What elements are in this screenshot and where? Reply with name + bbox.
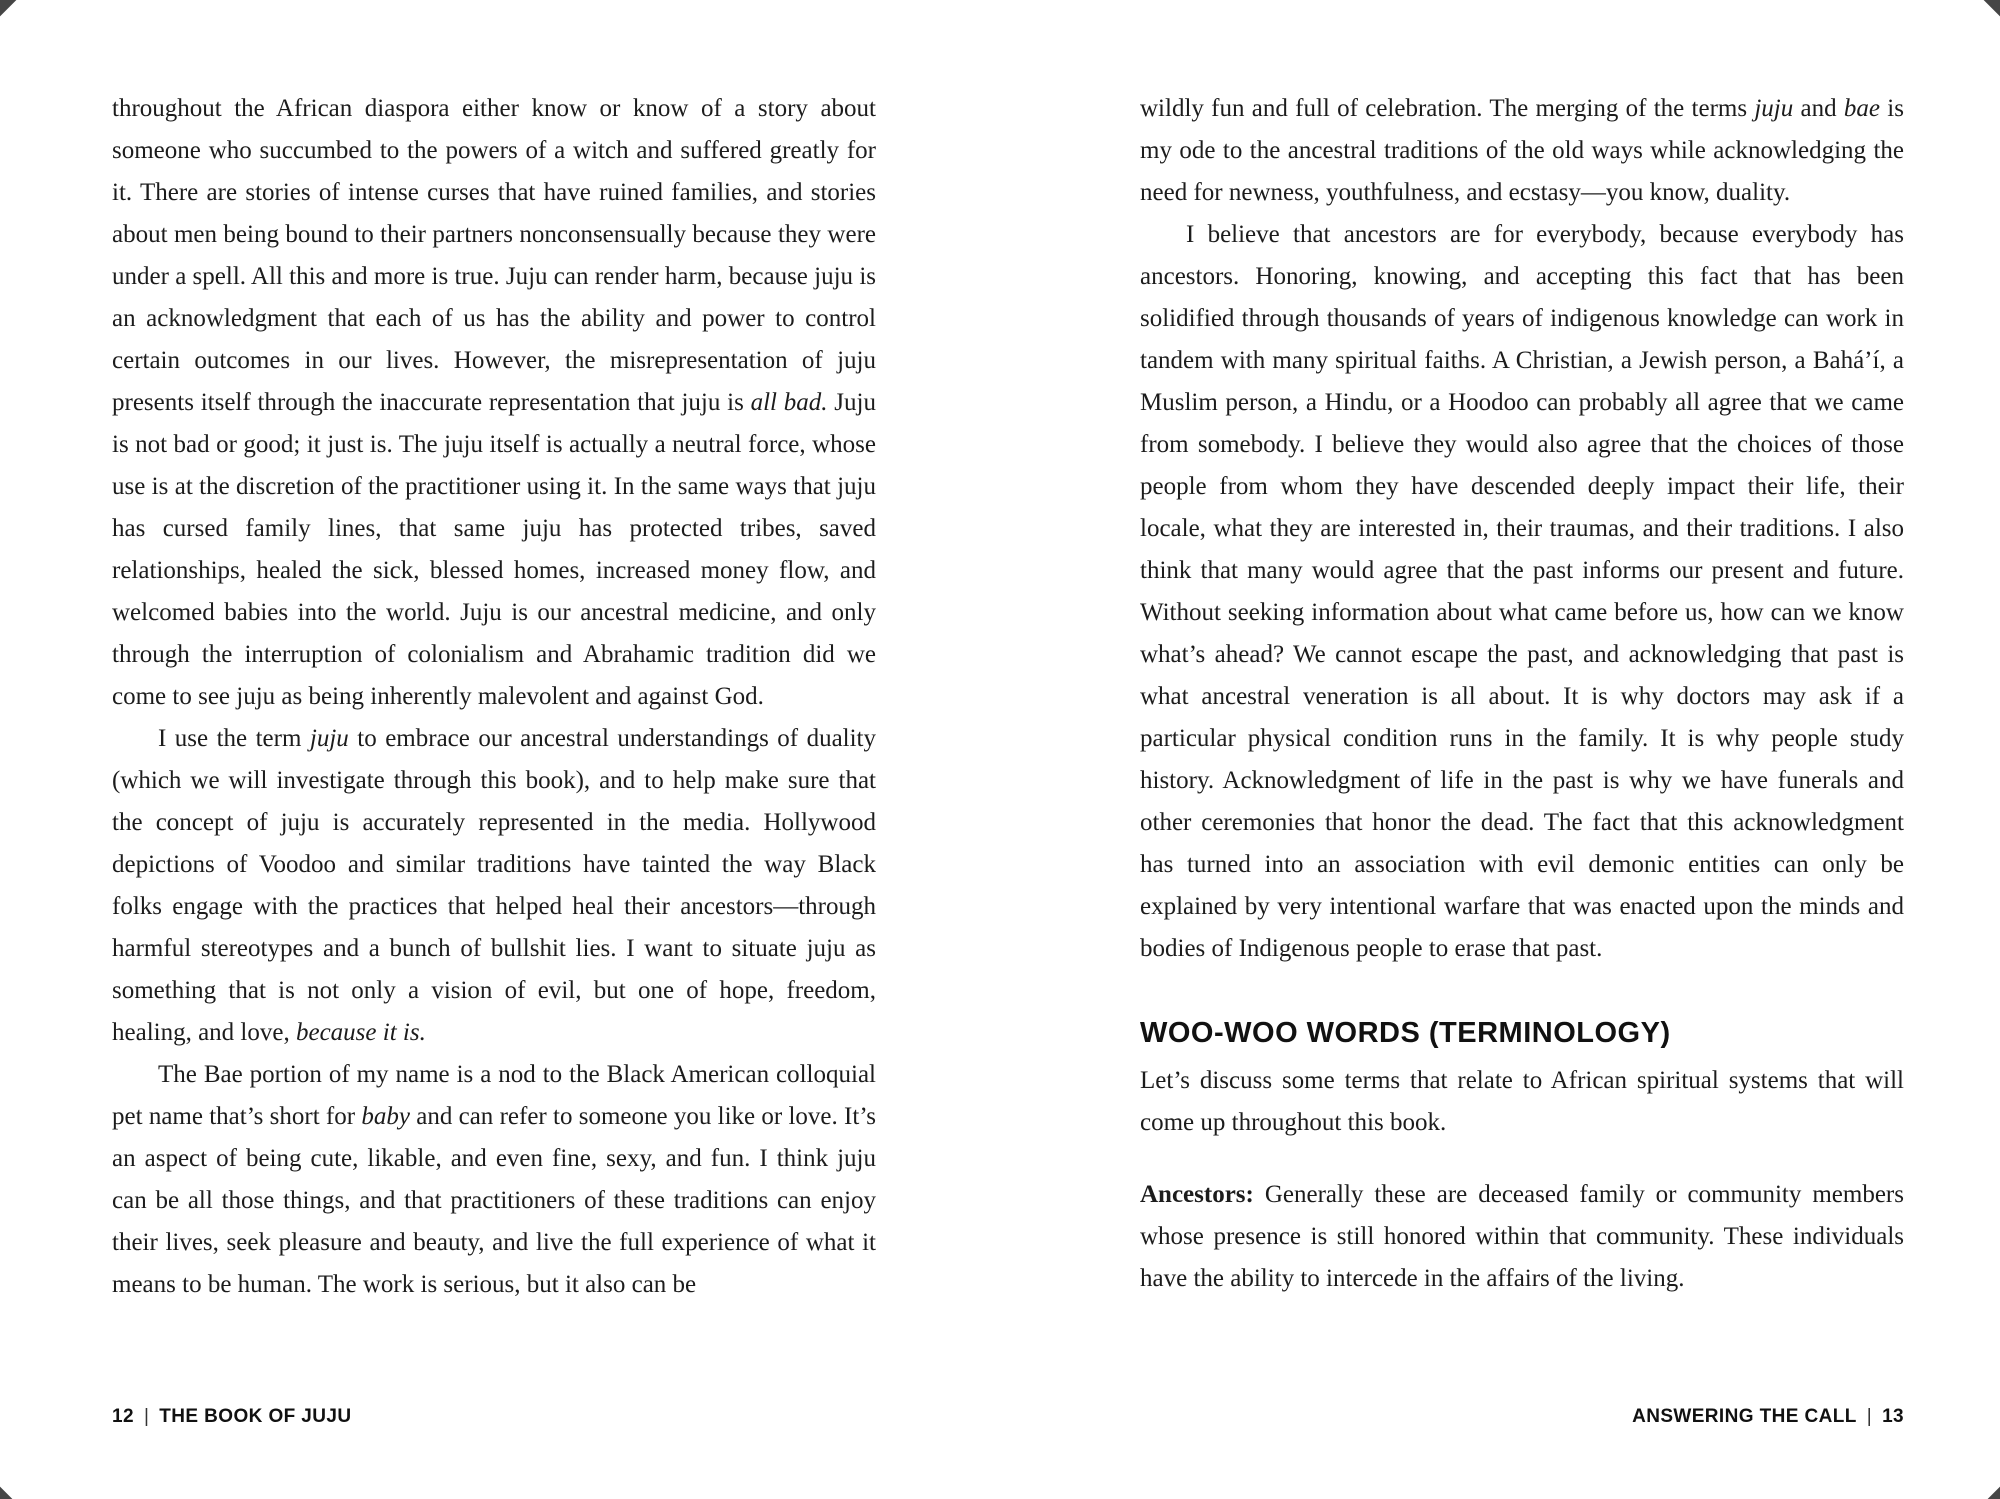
footer-right [1632,1406,1904,1428]
right-paragraphs [1140,88,1904,970]
section-heading: WOO-WOO WORDS (TERMINOLOGY) [1140,1017,1671,1049]
section-intro [1140,1060,1904,1144]
running-title-book: THE BOOK OF JUJU [159,1406,352,1427]
footer-separator: | [143,1406,150,1427]
page-left-body-text [112,88,876,1306]
page-number-left: 12 [112,1406,134,1427]
page-right-body-text [1140,88,1904,1300]
page-number-right: 13 [1882,1406,1904,1427]
paragraph: throughout the African diaspora either know or know of a story about someone who succumbed to the powers of a witch and suffered greatly for it. There are stories of intense curses that have ruined families, and stories about men being bound to their partners nonconsensually because they were under a spell. All this and more is true. Juju can render harm, because juju is an acknowledgment that each of us has the ability and power to control certain outcomes in our lives. However, the misrepresentation of juju presents itself through the inaccurate representation that juju is all bad. Juju is not bad or good; it just is. The juju itself is actually a neutral force, whose use is at the discretion of the practitioner using it. In the same ways that juju has cursed family lines, that same juju has protected tribes, saved relationships, healed the sick, blessed homes, increased money flow, and welcomed babies into the world. Juju is our ancestral medicine, and only through the interruption of colonialism and Abrahamic tradition did we come to see juju as being inherently malevolent and against God. [112,95,876,710]
running-title-chapter: ANSWERING THE CALL [1632,1406,1857,1427]
paragraph: I use the term juju to embrace our ancestral understandings of duality (which we will investigate through this book), and to help make sure that the concept of juju is accurately represented in the media. Hollywood depictions of Voodoo and similar traditions have tainted the way Black folks engage with the practices that helped heal their ancestors—through harmful stereotypes and a bunch of bullshit lies. I want to situate juju as something that is not only a vision of evil, but one of hope, freedom, healing, and love, because it is. [112,725,876,1046]
terminology-list [1140,1174,1904,1300]
paragraph: Ancestors: Generally these are deceased family or community members whose presence is still honored within that community. These individuals have the ability to intercede in the affairs of the living. [1140,1181,1904,1292]
left-paragraphs [112,88,876,1306]
paragraph: wildly fun and full of celebration. The merging of the terms juju and bae is my ode to the ancestral traditions of the old ways while acknowledging the need for newness, youthfulness, and ecstasy—you know, duality. [1140,95,1904,206]
scan-corner-artifact [1985,1484,2000,1499]
footer-left [112,1406,351,1428]
scan-corner-artifact [1983,0,2000,17]
scan-corner-artifact [0,1484,15,1499]
paragraph: The Bae portion of my name is a nod to the Black American colloquial pet name that’s short for baby and can refer to someone you like or love. It’s an aspect of being cute, likable, and even fine, sexy, and fun. I think juju can be all those things, and that practitioners of these traditions can enjoy their lives, seek pleasure and beauty, and live the full experience of what it means to be human. The work is serious, but it also can be [112,1061,876,1298]
paragraph: I believe that ancestors are for everybody, because everybody has ancestors. Honoring, knowing, and accepting this fact that has been solidified through thousands of years of indigenous knowledge can work in tandem with many spiritual faiths. A Christian, a Jewish person, a Bahá’í, a Muslim person, a Hindu, or a Hoodoo can probably all agree that we came from somebody. I believe they would also agree that the choices of those people from whom they have descended deeply impact their life, their locale, what they are interested in, their traumas, and their traditions. I also think that many would agree that the past informs our present and future. Without seeking information about what came before us, how can we know what’s ahead? We cannot escape the past, and acknowledging that past is what ancestral veneration is all about. It is why doctors may ask if a particular physical condition runs in the family. It is why people study history. Acknowledgment of life in the past is why we have funerals and other ceremonies that honor the dead. The fact that this acknowledgment has turned into an association with evil demonic entities can only be explained by very intentional warfare that was enacted upon the minds and bodies of Indigenous people to erase that past. [1140,221,1904,962]
scan-corner-artifact [0,0,17,17]
footer-separator: | [1866,1406,1873,1427]
paragraph: Let’s discuss some terms that relate to African spiritual systems that will come up throughout this book. [1140,1067,1904,1136]
